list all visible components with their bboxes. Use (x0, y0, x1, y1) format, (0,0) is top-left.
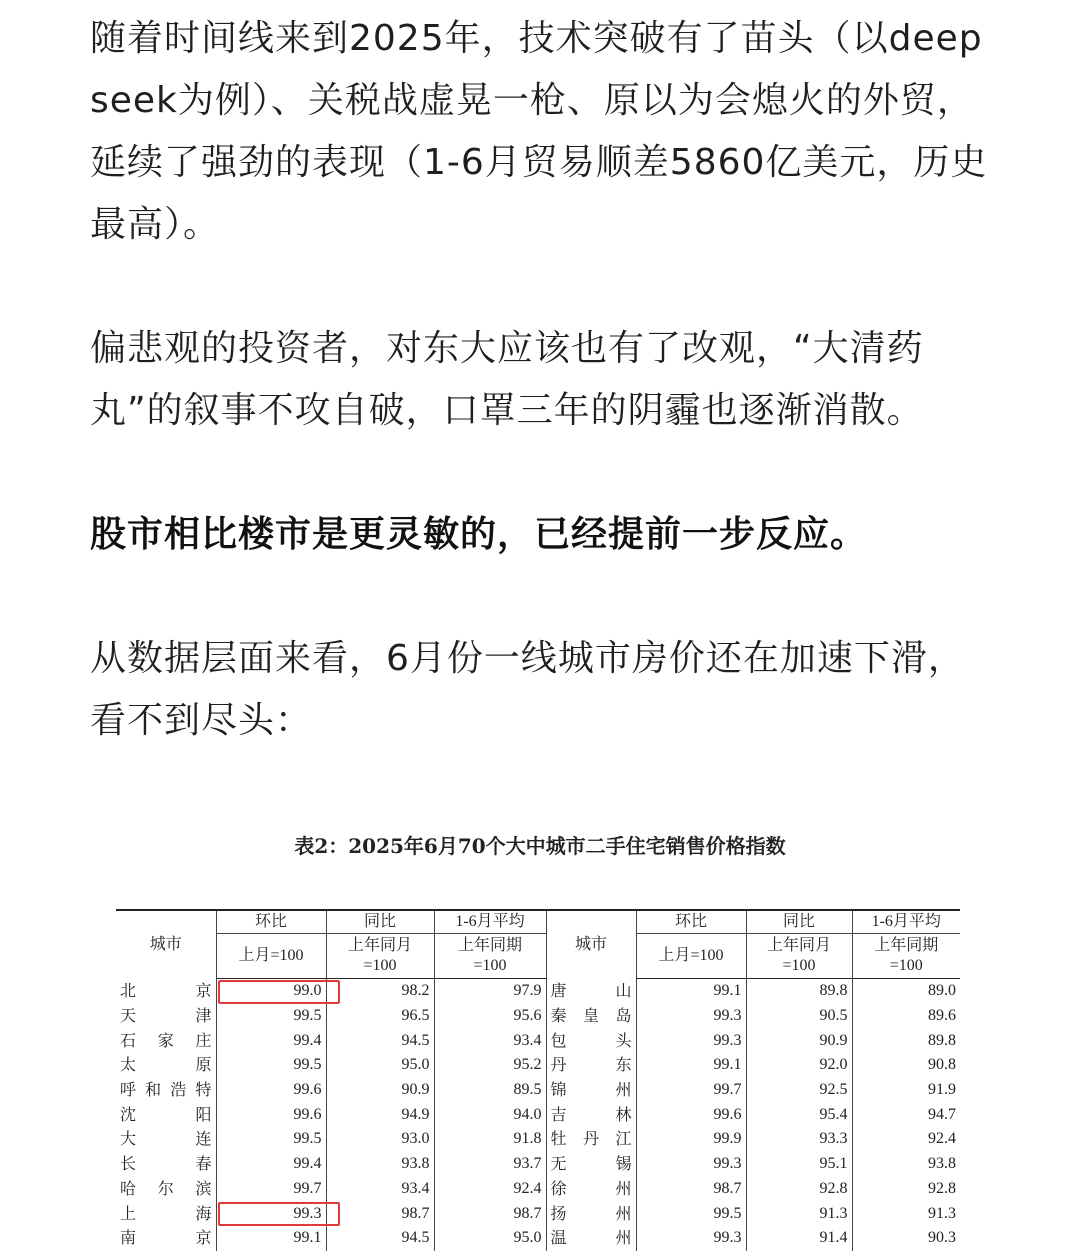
city-cell-right: 丹 东 (546, 1053, 636, 1078)
paragraph-housing-data: 从数据层面来看，6月份一线城市房价还在加速下滑，看不到尽头： (90, 638, 965, 741)
city-cell-right: 秦 皇 岛 (546, 1004, 636, 1029)
city-cell-left: 呼和浩特 (120, 1080, 212, 1100)
header-avg-base-line2: =100 (473, 957, 507, 974)
header-mom-base-right: 上月=100 (636, 934, 746, 979)
avg-cell-left: 98.7 (434, 1201, 546, 1226)
city-cell-left: 石 家 庄 (120, 1030, 212, 1050)
avg-cell-left: 92.4 (434, 1177, 546, 1202)
city-cell-left: 大 连 (120, 1129, 212, 1149)
price-index-table-image (0, 820, 1080, 1249)
mom-cell-right: 99.3 (636, 1004, 746, 1029)
table-header-row-1 (116, 910, 960, 934)
mom-cell-left: 99.1 (216, 1226, 326, 1251)
mom-cell-right: 99.1 (636, 1053, 746, 1078)
avg-cell-left: 95.0 (434, 1226, 546, 1251)
mom-cell-right: 99.3 (636, 1152, 746, 1177)
mom-cell-left: 99.5 (216, 1127, 326, 1152)
header-city-left: 城市 (116, 910, 216, 979)
yoy-cell-right: 93.3 (746, 1127, 852, 1152)
table-row (116, 979, 960, 1004)
city-cell-right: 吉 林 (546, 1102, 636, 1127)
table-row (116, 1004, 960, 1029)
header-avg-base-line2: =100 (889, 957, 923, 974)
city-cell-left: 上 海 (120, 1203, 212, 1223)
avg-cell-right: 90.8 (852, 1053, 960, 1078)
table-row (116, 1028, 960, 1053)
header-mom-left: 环比 (216, 910, 326, 934)
avg-cell-right: 92.4 (852, 1127, 960, 1152)
mom-cell-right: 99.5 (636, 1201, 746, 1226)
yoy-cell-left: 93.4 (326, 1177, 434, 1202)
table-row (116, 1152, 960, 1177)
mom-cell-right: 99.3 (636, 1226, 746, 1251)
mom-cell-right: 99.7 (636, 1078, 746, 1103)
city-cell-left: 长 春 (120, 1154, 212, 1174)
avg-cell-right: 89.6 (852, 1004, 960, 1029)
mom-cell-left: 99.5 (216, 1053, 326, 1078)
city-cell-right: 温 州 (546, 1226, 636, 1251)
avg-cell-left: 97.9 (434, 979, 546, 1004)
mom-cell-left: 99.6 (216, 1078, 326, 1103)
header-yoy-base-line2: =100 (363, 957, 397, 974)
mom-cell-left: 99.7 (216, 1177, 326, 1202)
city-cell-right: 扬 州 (546, 1201, 636, 1226)
header-yoy-right: 同比 (746, 910, 852, 934)
yoy-cell-left: 98.7 (326, 1201, 434, 1226)
paragraph-trade-surplus: 随着时间线来到2025年，技术突破有了苗头（以deepseek为例）、关税战虚晃一枪、原以为会熄火的外贸，延续了强劲的表现（1-6月贸易顺差5860亿美元，历史最高）。 (90, 18, 988, 245)
price-index-table (116, 909, 960, 1251)
avg-cell-left: 94.0 (434, 1102, 546, 1127)
table-row (116, 1127, 960, 1152)
avg-cell-right: 89.8 (852, 1028, 960, 1053)
city-cell-right: 牡 丹 江 (546, 1127, 636, 1152)
mom-cell-left: 99.0 (216, 979, 326, 1004)
table-row (116, 1078, 960, 1103)
header-mom-base-left: 上月=100 (216, 934, 326, 979)
mom-cell-left: 99.3 (216, 1201, 326, 1226)
mom-cell-right: 99.1 (636, 979, 746, 1004)
header-yoy-base-left (326, 934, 434, 979)
mom-cell-right: 99.6 (636, 1102, 746, 1127)
yoy-cell-right: 95.4 (746, 1102, 852, 1127)
mom-cell-left: 99.5 (216, 1004, 326, 1029)
header-yoy-base-line1: 上年同月 (347, 937, 412, 954)
table-row (116, 1102, 960, 1127)
header-avg-base-right (852, 934, 960, 979)
paragraph-investor-sentiment: 偏悲观的投资者，对东大应该也有了改观，“大清药丸”的叙事不攻自破，口罩三年的阴霾也逐渐消散。 (90, 328, 924, 431)
yoy-cell-right: 92.8 (746, 1177, 852, 1202)
avg-cell-left: 93.7 (434, 1152, 546, 1177)
yoy-cell-right: 90.5 (746, 1004, 852, 1029)
city-cell-left: 北 京 (120, 981, 212, 1001)
yoy-cell-right: 92.0 (746, 1053, 852, 1078)
header-mom-right: 环比 (636, 910, 746, 934)
city-cell-left: 南 京 (120, 1228, 212, 1248)
header-avg-base-left (434, 934, 546, 979)
avg-cell-right: 89.0 (852, 979, 960, 1004)
yoy-cell-left: 94.9 (326, 1102, 434, 1127)
city-cell-left: 沈 阳 (120, 1104, 212, 1124)
city-cell-right: 徐 州 (546, 1177, 636, 1202)
header-yoy-base-line1: 上年同月 (766, 937, 831, 954)
yoy-cell-right: 89.8 (746, 979, 852, 1004)
article-body (90, 8, 990, 752)
mom-cell-right: 99.3 (636, 1028, 746, 1053)
avg-cell-left: 93.4 (434, 1028, 546, 1053)
header-avg-base-line1: 上年同期 (874, 937, 939, 954)
mom-cell-left: 99.4 (216, 1028, 326, 1053)
avg-cell-right: 91.9 (852, 1078, 960, 1103)
avg-cell-left: 95.2 (434, 1053, 546, 1078)
header-avg-base-line1: 上年同期 (457, 937, 522, 954)
mom-cell-right: 99.9 (636, 1127, 746, 1152)
yoy-cell-right: 95.1 (746, 1152, 852, 1177)
city-cell-right: 无 锡 (546, 1152, 636, 1177)
yoy-cell-right: 91.3 (746, 1201, 852, 1226)
mom-cell-left: 99.4 (216, 1152, 326, 1177)
avg-cell-right: 91.3 (852, 1201, 960, 1226)
yoy-cell-left: 93.8 (326, 1152, 434, 1177)
city-cell-right: 包 头 (546, 1028, 636, 1053)
table-row (116, 1177, 960, 1202)
paragraph-stock-market-bold: 股市相比楼市是更灵敏的，已经提前一步反应。 (90, 514, 868, 555)
city-cell-right: 唐 山 (546, 979, 636, 1004)
table-row (116, 1226, 960, 1251)
avg-cell-left: 89.5 (434, 1078, 546, 1103)
yoy-cell-right: 92.5 (746, 1078, 852, 1103)
table-title: 表2：2025年6月70个大中城市二手住宅销售价格指数 (294, 834, 786, 858)
yoy-cell-left: 95.0 (326, 1053, 434, 1078)
mom-cell-left: 99.6 (216, 1102, 326, 1127)
header-yoy-base-line2: =100 (782, 957, 816, 974)
table-header-row-2 (116, 934, 960, 979)
yoy-cell-left: 98.2 (326, 979, 434, 1004)
avg-cell-right: 90.3 (852, 1226, 960, 1251)
header-yoy-base-right (746, 934, 852, 979)
yoy-cell-left: 93.0 (326, 1127, 434, 1152)
header-avg-right: 1-6月平均 (852, 910, 960, 934)
yoy-cell-right: 91.4 (746, 1226, 852, 1251)
yoy-cell-left: 94.5 (326, 1028, 434, 1053)
mom-cell-right: 98.7 (636, 1177, 746, 1202)
header-avg-left: 1-6月平均 (434, 910, 546, 934)
table-row (116, 1053, 960, 1078)
table-row (116, 1201, 960, 1226)
city-cell-left: 太 原 (120, 1055, 212, 1075)
avg-cell-right: 92.8 (852, 1177, 960, 1202)
yoy-cell-left: 94.5 (326, 1226, 434, 1251)
header-yoy-left: 同比 (326, 910, 434, 934)
avg-cell-left: 95.6 (434, 1004, 546, 1029)
city-cell-right: 锦 州 (546, 1078, 636, 1103)
yoy-cell-right: 90.9 (746, 1028, 852, 1053)
avg-cell-right: 93.8 (852, 1152, 960, 1177)
avg-cell-right: 94.7 (852, 1102, 960, 1127)
avg-cell-left: 91.8 (434, 1127, 546, 1152)
city-cell-left: 天 津 (120, 1006, 212, 1026)
yoy-cell-left: 90.9 (326, 1078, 434, 1103)
yoy-cell-left: 96.5 (326, 1004, 434, 1029)
table-body (116, 979, 960, 1251)
header-city-right: 城市 (546, 910, 636, 979)
city-cell-left: 哈 尔 滨 (120, 1178, 212, 1198)
